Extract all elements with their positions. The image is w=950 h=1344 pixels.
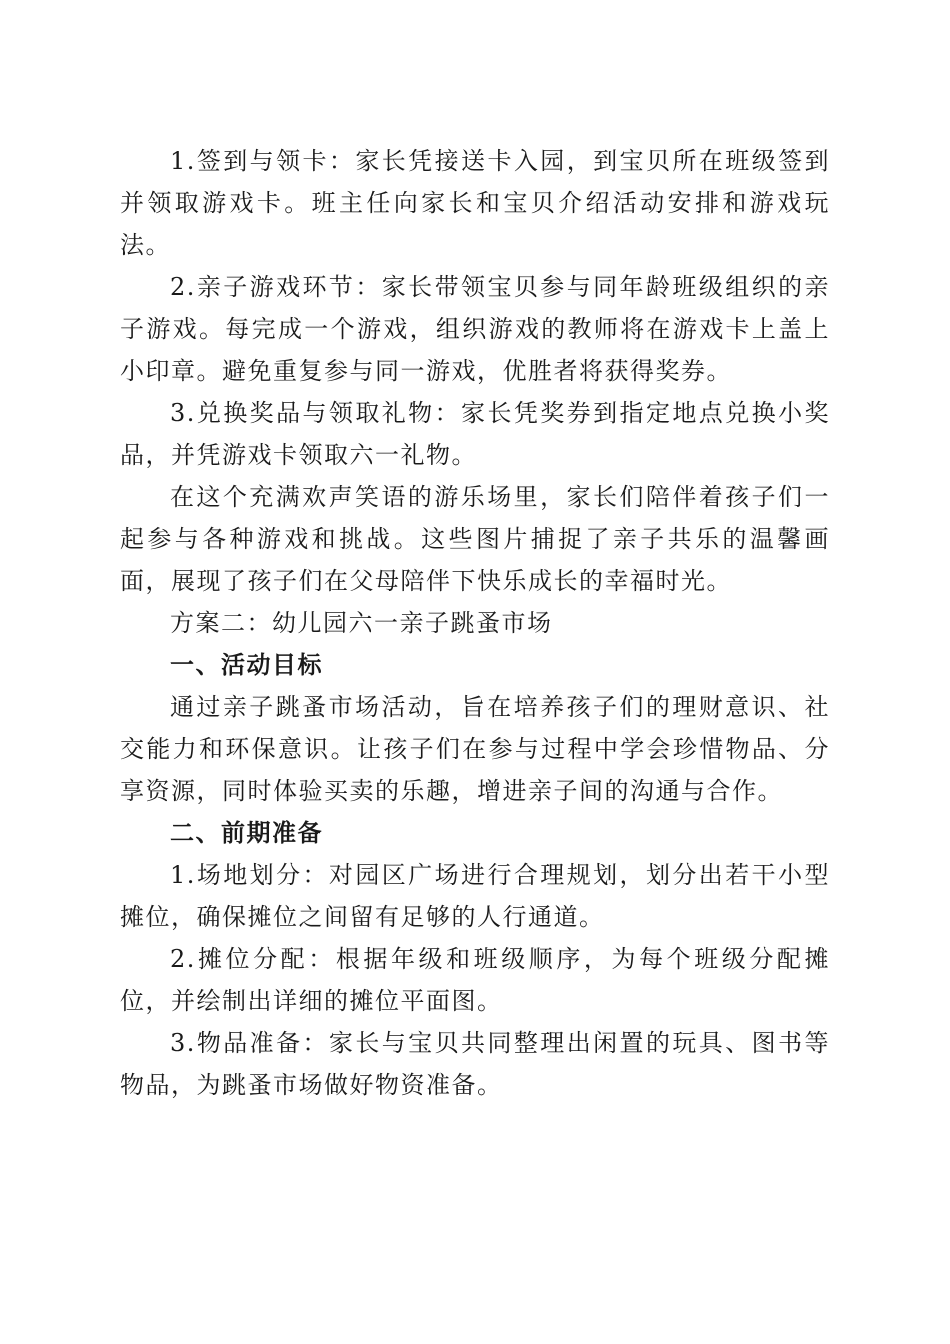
plan-two-title: 方案二：幼儿园六一亲子跳蚤市场 (170, 609, 553, 637)
heading-activity-goals: 一、活动目标 (170, 651, 323, 679)
paragraph-goals: 通过亲子跳蚤市场活动，旨在培养孩子们的理财意识、社交能力和环保意识。让孩子们在参与过程中学会珍惜物品、分享资源，同时体验买卖的乐趣，增进亲子间的沟通与合作。 (120, 693, 830, 805)
document-page (120, 140, 830, 1106)
paragraph-sign-in: 1.签到与领卡：家长凭接送卡入园，到宝贝所在班级签到并领取游戏卡。班主任向家长和宝贝介绍活动安排和游戏玩法。 (120, 147, 830, 259)
paragraph-parent-child-games: 2.亲子游戏环节：家长带领宝贝参与同年龄班级组织的亲子游戏。每完成一个游戏，组织游戏的教师将在游戏卡上盖上小印章。避免重复参与同一游戏，优胜者将获得奖券。 (120, 273, 830, 385)
paragraph-booth-allocation: 2.摊位分配：根据年级和班级顺序，为每个班级分配摊位，并绘制出详细的摊位平面图。 (120, 945, 830, 1015)
heading-preparation: 二、前期准备 (170, 819, 323, 847)
paragraph-venue-division: 1.场地划分：对园区广场进行合理规划，划分出若干小型摊位，确保摊位之间留有足够的人行通道。 (120, 861, 830, 931)
paragraph-summary: 在这个充满欢声笑语的游乐场里，家长们陪伴着孩子们一起参与各种游戏和挑战。这些图片捕捉了亲子共乐的温馨画面，展现了孩子们在父母陪伴下快乐成长的幸福时光。 (120, 483, 830, 595)
paragraph-item-preparation: 3.物品准备：家长与宝贝共同整理出闲置的玩具、图书等物品，为跳蚤市场做好物资准备。 (120, 1029, 830, 1099)
paragraph-prize-exchange: 3.兑换奖品与领取礼物：家长凭奖券到指定地点兑换小奖品，并凭游戏卡领取六一礼物。 (120, 399, 830, 469)
